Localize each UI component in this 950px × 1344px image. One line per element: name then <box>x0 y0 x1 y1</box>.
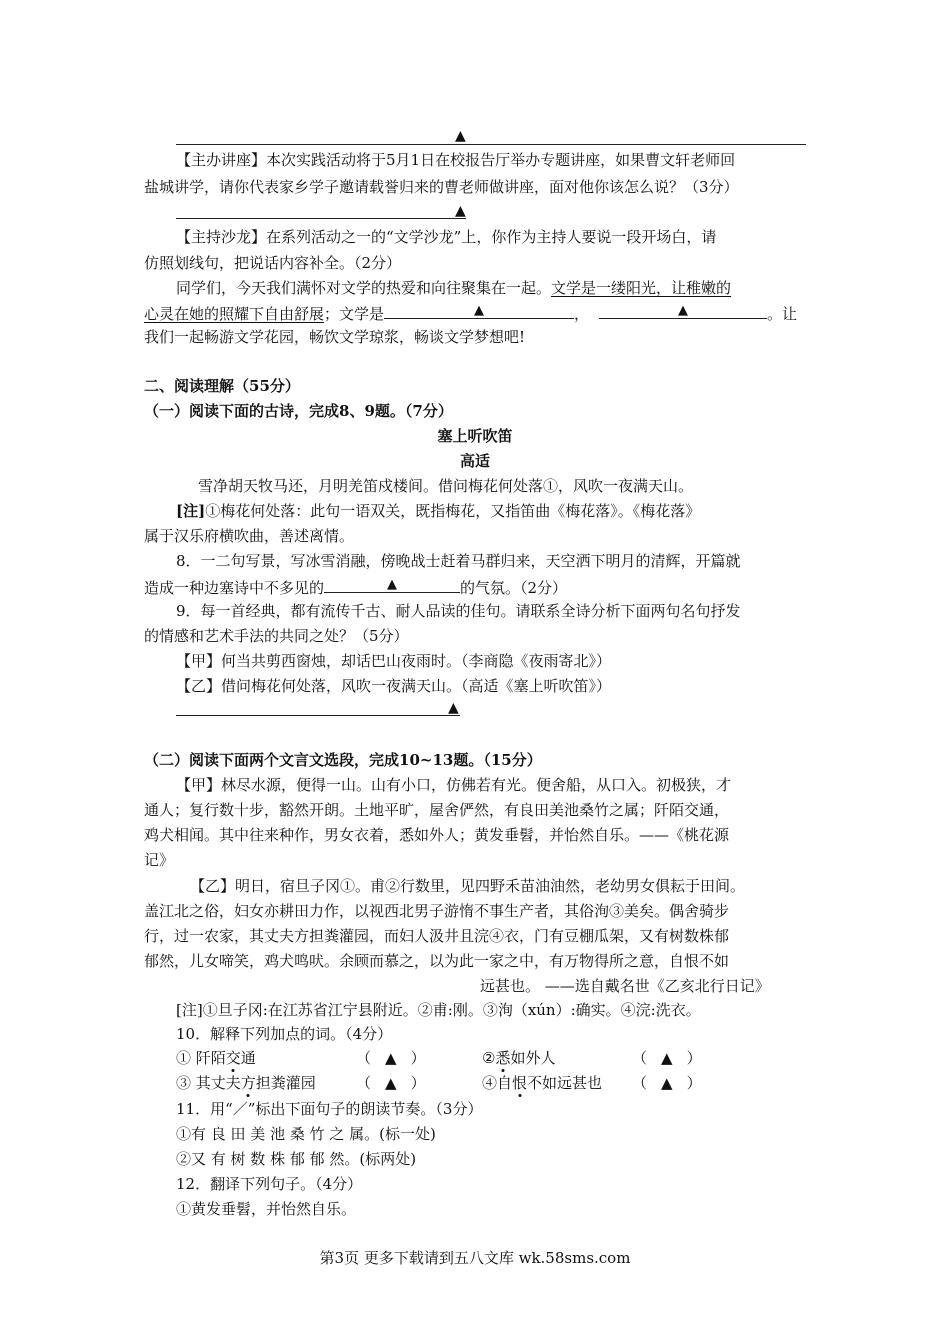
poem-author: 高适 <box>459 452 490 470</box>
salon-line-2: 仿照划线句，把说话内容补全。（2分） <box>144 254 402 272</box>
lecture-line-1 <box>176 150 735 170</box>
q12: 12．翻译下列句子。（4分） <box>176 1175 363 1193</box>
answer-marker: ▲ <box>385 1074 397 1092</box>
q8-text-a: 造成一种边塞诗中不多见的 <box>144 579 325 597</box>
q10-item-2 <box>482 1048 555 1068</box>
paren-open: （ <box>632 1074 648 1092</box>
answer-line-3[interactable] <box>176 715 460 716</box>
lecture-text-1: 本次实践活动将于5月1日在校报告厅举办专题讲座，如果曹文轩老师回 <box>266 151 736 169</box>
blank-marker: ▲ <box>387 577 398 592</box>
page-footer: 第3页 更多下载请到五八文库 wk.58sms.com <box>319 1249 631 1267</box>
note-2: [注]①旦子冈:在江苏省江宁县附近。②甫:刚。③洵（xún）:确实。④浣:洗衣。 <box>176 1001 701 1019</box>
q10-answer-4[interactable] <box>632 1073 702 1093</box>
q8-blank[interactable] <box>324 576 460 593</box>
q8-line-1: 8．一二句写景，写冰雪消融，傍晚战士赶着马群归来，天空洒下明月的清辉，开篇就 <box>176 552 741 570</box>
q10-item-2-post: 如外人 <box>510 1049 556 1067</box>
yi-line-4: 郁然，儿女啼笑，鸡犬鸣吠。余顾而慕之，以为此一家之中，有万物得所之意，自恨不如 <box>144 952 730 970</box>
note-line-2: 属于汉乐府横吹曲，善述离情。 <box>144 527 355 545</box>
salon-line-1 <box>176 227 716 247</box>
q11-b: ②又 有 树 数 株 郁 郁 然。(标两处) <box>176 1150 417 1168</box>
answer-marker: ▲ <box>661 1049 673 1067</box>
section-heading: 二、阅读理解（55分） <box>144 377 300 395</box>
q11: 11．用“／”标出下面句子的朗读节奏。（3分） <box>176 1100 483 1118</box>
speech-line-3: 我们一起畅游文学花园，畅饮文学琼浆，畅谈文学梦想吧! <box>144 328 526 346</box>
salon-text-1: 在系列活动之一的“文学沙龙”上，你作为主持人要说一段开场白，请 <box>266 228 717 246</box>
q8-text-b: 的气氛。（2分） <box>460 579 568 597</box>
q10-item-4-dotted: 恨 <box>512 1074 528 1092</box>
poem-title: 塞上听吹笛 <box>437 427 513 445</box>
q9-yi: 【乙】借问梅花何处落，风吹一夜满天山。（高适《塞上听吹笛》） <box>176 677 612 695</box>
yi-line-3: 行，过一农家，其丈夫方担粪灌园，而妇人汲井且浣④衣，门有豆棚瓜架，又有树数株郁 <box>144 927 730 945</box>
jia-line-1: 【甲】林尽水源，便得一山。山有小口，仿佛若有光。便舍船，从口入。初极狭，才 <box>176 776 732 794</box>
q9-line-1: 9．每一首经典，都有流传千古、耐人品读的佳句。请联系全诗分析下面两句名句抒发 <box>176 602 741 620</box>
q10-item-1-dotted: 交 <box>225 1049 241 1067</box>
subsection-1-heading: （一）阅读下面的古诗，完成8、9题。（7分） <box>144 402 453 420</box>
yi-line-2: 盖江北之俗，妇女亦耕田力作，以视西北男子游惰不事生产者，其俗洵③美矣。偶舍骑步 <box>144 902 730 920</box>
poem-text: 雪净胡天牧马还，月明羌笛戍楼间。借问梅花何处落①，风吹一夜满天山。 <box>198 477 694 495</box>
speech-text-1a: 同学们，今天我们满怀对文学的热爱和向往聚集在一起。 <box>176 279 552 297</box>
speech-line-2 <box>144 302 797 324</box>
yi-line-1: 【乙】明日，宿旦子冈①。甫②行数里，见四野禾苗油油然，老幼男女俱耘于田间。 <box>190 877 746 895</box>
answer-marker-2: ▲ <box>455 203 466 219</box>
paren-close: ） <box>410 1049 426 1067</box>
speech-blank-2[interactable] <box>599 302 767 319</box>
q10-item-1-pre: ① 阡陌 <box>176 1049 226 1067</box>
q10-item-3 <box>176 1073 316 1093</box>
speech-text-2b: ；文学是 <box>324 305 385 323</box>
answer-marker-3: ▲ <box>448 700 459 716</box>
answer-line-2[interactable] <box>176 218 466 219</box>
jia-line-2: 通人；复行数十步，豁然开朗。土地平旷，屋舍俨然，有良田美池桑竹之属；阡陌交通， <box>144 801 730 819</box>
yi-line-5: 远甚也。 ——选自戴名世《乙亥北行日记》 <box>480 977 770 995</box>
q11-a: ①有 良 田 美 池 桑 竹 之 属。(标一处) <box>176 1125 436 1143</box>
q10-item-1-post: 通 <box>240 1049 256 1067</box>
lecture-line-2: 盐城讲学，请你代表家乡学子邀请载誉归来的曹老师做讲座，面对他你该怎么说？（3分） <box>144 178 739 196</box>
subsection-2-heading: （二）阅读下面两个文言文选段，完成10~13题。（15分） <box>144 751 542 769</box>
note-label: [注] <box>176 502 206 520</box>
q10-item-2-dotted: 悉 <box>495 1049 511 1067</box>
q10-answer-3[interactable] <box>356 1073 426 1093</box>
q10-answer-1[interactable] <box>356 1048 426 1068</box>
q9-line-2: 的情感和艺术手法的共同之处？（5分） <box>144 627 409 645</box>
note-line-1 <box>176 501 700 521</box>
note-text-1: ①梅花何处落：此句一语双关，既指梅花，又指笛曲《梅花落》。《梅花落》 <box>205 502 701 520</box>
q10-item-4-post: 不如远甚也 <box>527 1074 603 1092</box>
q9-jia: 【甲】何当共剪西窗烛，却话巴山夜雨时。（李商隐《夜雨寄北》） <box>176 652 612 670</box>
answer-marker: ▲ <box>661 1074 673 1092</box>
jia-line-3: 鸡犬相闻。其中往来种作，男女衣着，悉如外人；黄发垂髫，并怡然自乐。——《桃花源 <box>144 826 730 844</box>
q10-item-4-pre: ④自 <box>482 1074 513 1092</box>
answer-line-1[interactable] <box>176 144 806 145</box>
q10-item-4 <box>482 1073 602 1093</box>
blank-marker: ▲ <box>474 303 485 318</box>
paren-open: （ <box>356 1074 372 1092</box>
paren-close: ） <box>686 1074 702 1092</box>
q12-a: ①黄发垂髫，并怡然自乐。 <box>176 1200 357 1218</box>
salon-label: 【主持沙龙】 <box>176 228 267 246</box>
speech-line-1 <box>176 278 731 298</box>
speech-text-2c: ， <box>574 305 590 323</box>
q8-line-2 <box>144 576 567 598</box>
paren-open: （ <box>356 1049 372 1067</box>
q10-item-1 <box>176 1048 256 1068</box>
q10-item-3-post: 担粪灌园 <box>255 1074 316 1092</box>
q10-answer-2[interactable] <box>632 1048 702 1068</box>
lecture-label: 【主办讲座】 <box>176 151 267 169</box>
q10: 10．解释下列加点的词。（4分） <box>176 1025 393 1043</box>
jia-line-4: 记》 <box>144 851 175 869</box>
q10-item-3-dotted: 方 <box>240 1074 256 1092</box>
q10-item-2-pre: ② <box>482 1049 496 1067</box>
blank-marker: ▲ <box>678 303 689 318</box>
speech-underlined-1: 文学是一缕阳光，让稚嫩的 <box>551 279 732 297</box>
speech-blank-1[interactable] <box>384 302 574 319</box>
q10-item-3-pre: ③ 其丈夫 <box>176 1074 241 1092</box>
paren-close: ） <box>686 1049 702 1067</box>
speech-underlined-2: 心灵在她的照耀下自由舒展 <box>144 305 325 323</box>
paren-close: ） <box>410 1074 426 1092</box>
paren-open: （ <box>632 1049 648 1067</box>
answer-marker: ▲ <box>385 1049 397 1067</box>
speech-text-2d: 。让 <box>767 305 798 323</box>
answer-marker-1: ▲ <box>455 128 466 144</box>
